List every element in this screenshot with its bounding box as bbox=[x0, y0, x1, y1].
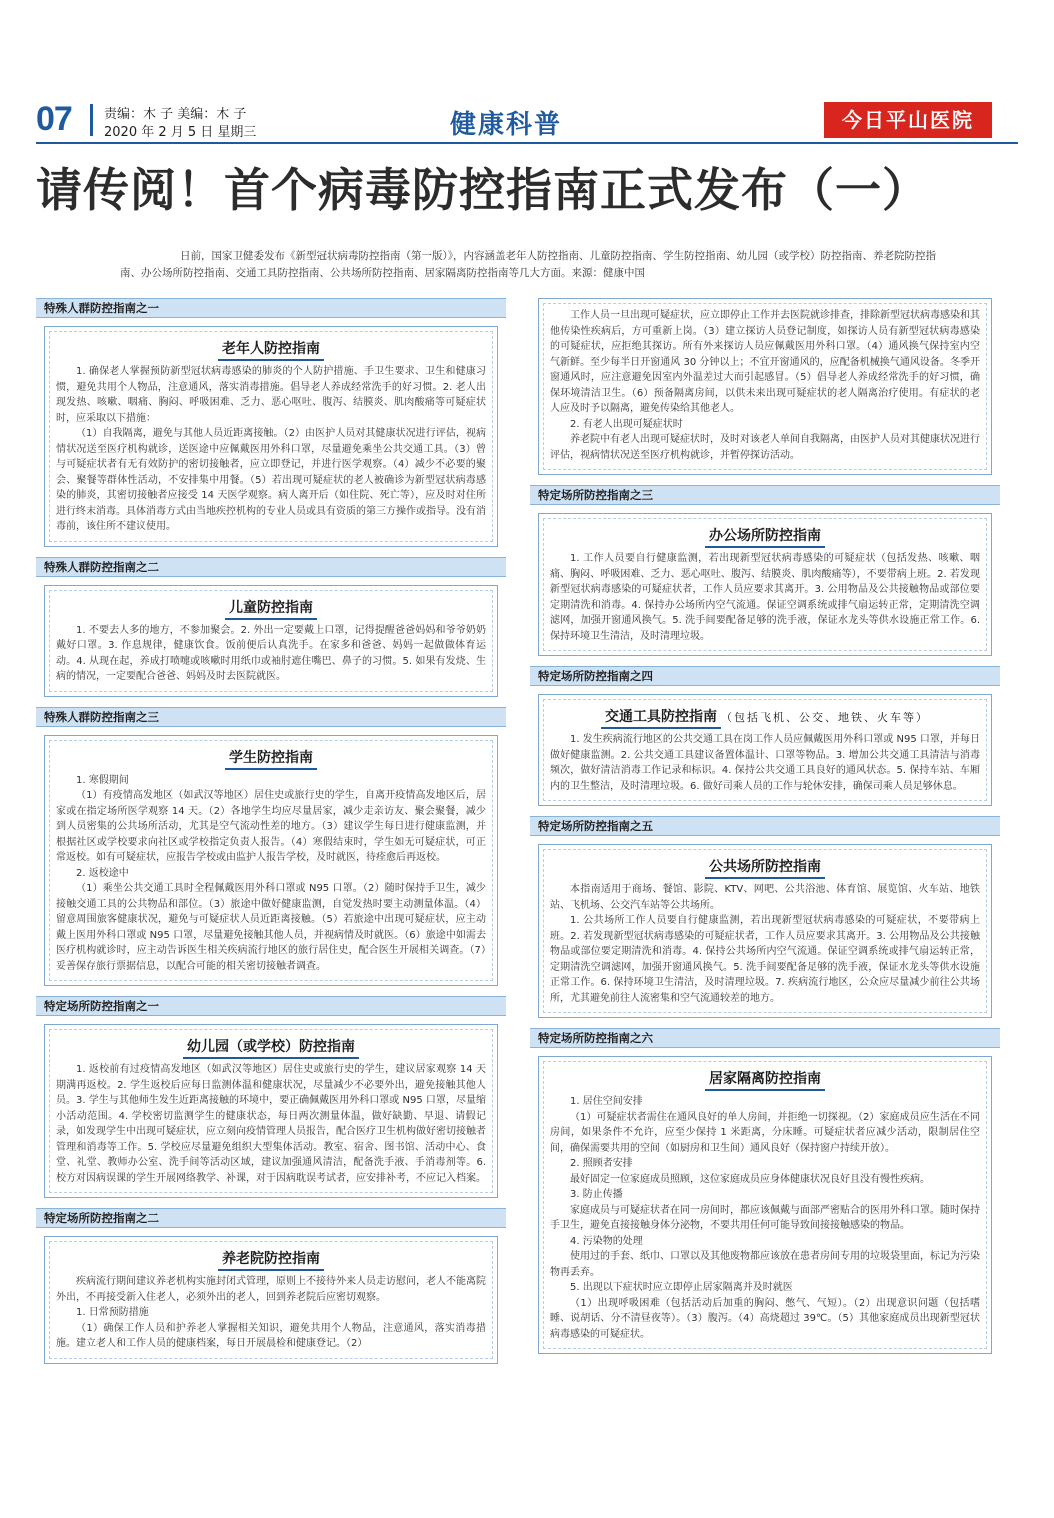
article-box-home-quarantine bbox=[538, 1056, 992, 1354]
article-box-office bbox=[538, 513, 992, 656]
left-column bbox=[36, 298, 506, 1364]
section-tag: 特殊人群防控指南之一 bbox=[36, 298, 506, 318]
paragraph: 1. 居住空间安排 bbox=[570, 1096, 643, 1107]
paragraph: （1）有疫情高发地区（如武汉等地区）居住史或旅行史的学生，自离开疫情高发地区后，居家或在指定场所医学观察 14 天。（2）各地学生均应尽量居家，减少走亲访友、聚会聚餐，减少到人员密集的公共场所活动，尤其是空气流动性差的地方。（3）建议学生每日进行健康监测，并根据社区或学校要求向社区或学校指定负责人报告。（4）寒假结束时，学生如无可疑症状，可正常返校。如有可疑症状，应报告学校或由监护人报告学校，及时就医，待痊愈后再返校。 bbox=[56, 790, 486, 863]
article-title: 学生防控指南 bbox=[56, 747, 486, 767]
article-title: 交通工具防控指南 （包括飞机、公交、地铁、火车等） bbox=[550, 706, 980, 726]
article-title: 养老院防控指南 bbox=[56, 1248, 486, 1268]
paragraph: 2. 返校途中 bbox=[76, 867, 129, 879]
paragraph: 疾病流行期间建议养老机构实施封闭式管理，原则上不接待外来人员走访慰问，老人不能离院外出，不再接受新入住老人，必须外出的老人，回到养老院后应密切观察。 bbox=[56, 1276, 486, 1303]
editor-credit: 责编：木 子 美编：木 子 bbox=[104, 107, 247, 122]
article-title: 办公场所防控指南 bbox=[550, 525, 980, 545]
paragraph: 1. 发生疾病流行地区的公共交通工具在岗工作人员应佩戴医用外科口罩或 N95 口罩，并每日做好健康监测。2. 公共交通工具建议备置体温计、口罩等物品。3. 增加公共交通工具清洁与消毒频次，做好清洁消毒工作记录和标识。4. 保持公共交通工具良好的通风状态。5. 保持车站、车厢内的卫生整洁，及时清理垃圾。6. 做好司乘人员的工作与轮休安排，确保司乘人员足够休息。 bbox=[550, 734, 980, 792]
paragraph: （1）自我隔离，避免与其他人员近距离接触。（2）由医护人员对其健康状况进行评估，视病情状况送至医疗机构就诊，送医途中应佩戴医用外科口罩，尽量避免乘坐公共交通工具。（3）曾与可疑症状者有无有效防护的密切接触者，应立即登记，并进行医学观察。（4）减少不必要的聚会、聚餐等群体性活动，不安排集中用餐。（5）若出现可疑症状的老人被确诊为新型冠状病毒感染的肺炎，其密切接触者应接受 14 天医学观察。病人离开后（如住院、死亡等），应及时对住所进行终末消毒。具体消毒方式由当地疾控机构的专业人员或具有资质的第三方操作或指导。没有消毒前，该住所不建议使用。 bbox=[56, 428, 486, 532]
section-tag: 特定场所防控指南之一 bbox=[36, 996, 506, 1016]
page-headline: 请传阅！首个病毒防控指南正式发布（一） bbox=[36, 163, 929, 217]
header-rule bbox=[36, 142, 1018, 144]
article-box-public-places bbox=[538, 844, 992, 1018]
brand-banner: 今日平山医院 bbox=[824, 102, 992, 138]
article-title: 公共场所防控指南 bbox=[550, 856, 980, 876]
paragraph: 1. 寒假期间 bbox=[76, 774, 129, 786]
paragraph: 1. 日常预防措施 bbox=[76, 1307, 149, 1318]
article-title: 老年人防控指南 bbox=[56, 338, 486, 358]
paragraph: 2. 有老人出现可疑症状时 bbox=[570, 418, 683, 430]
section-tag: 特定场所防控指南之三 bbox=[530, 485, 1000, 505]
article-box-children bbox=[44, 585, 498, 697]
section-tag: 特殊人群防控指南之二 bbox=[36, 557, 506, 577]
section-title: 健康科普 bbox=[450, 110, 563, 140]
article-box-nursing-home bbox=[44, 1236, 498, 1364]
divider bbox=[90, 104, 93, 136]
paragraph: 5. 出现以下症状时应立即停止居家隔离并及时就医 bbox=[570, 1282, 793, 1293]
paragraph: 3. 防止传播 bbox=[570, 1189, 623, 1200]
paragraph: 最好固定一位家庭成员照顾，这位家庭成员应身体健康状况良好且没有慢性疾病。 bbox=[570, 1173, 930, 1185]
paragraph: 本指南适用于商场、餐馆、影院、KTV、网吧、公共浴池、体育馆、展览馆、火车站、地铁站、飞机场、公交汽车站等公共场所。 bbox=[550, 884, 980, 911]
article-title: 幼儿园（或学校）防控指南 bbox=[56, 1036, 486, 1056]
paragraph: 1. 返校前有过疫情高发地区（如武汉等地区）居住史或旅行史的学生，建议居家观察 14 天期满再返校。2. 学生返校后应每日监测体温和健康状况，尽量减少不必要外出，避免接触其他人员。3. 学生与其他师生发生近距离接触的环境中，要正确佩戴医用外科口罩或 N95 口罩，尽量缩小活动范围。4. 学校密切监测学生的健康状态，每日两次测量体温，做好缺勤、早退、请假记录，如发现学生中出现可疑症状，应立刻向疫情管理人员报告，配合医疗卫生机构做好密切接触者管理和消毒等工作。5. 学校应尽量避免组织大型集体活动。教室、宿舍、图书馆、活动中心、食堂、礼堂、教师办公室、洗手间等活动区域，建议加强通风清洁，配备洗手液、手消毒剂等。6. 校方对因病误课的学生开展网络教学、补课，对于因病耽误考试者，应安排补考，不应记入档案。 bbox=[56, 1064, 486, 1184]
paragraph: 1. 公共场所工作人员要自行健康监测，若出现新型冠状病毒感染的可疑症状，不要带病上班。2. 若发现新型冠状病毒感染的可疑症状者，工作人员应要求其离开。3. 公用物品及公共接触物品或部位要定期清洗和消毒。4. 保持公共场所内空气流通。保证空调系统或排气扇运转正常，定期清洗空调滤网，加强开窗通风换气。5. 洗手间要配备足够的洗手液，保证水龙头等供水设施正常工作。6. 保持环境卫生清洁，及时清理垃圾。7. 疾病流行地区，公众应尽量减少前往公共场所，尤其避免前往人流密集和空气流通较差的地方。 bbox=[550, 915, 980, 1004]
article-box-transport bbox=[538, 694, 992, 806]
paragraph: 1. 不要去人多的地方，不参加聚会。2. 外出一定要戴上口罩，记得提醒爸爸妈妈和爷爷奶奶戴好口罩。3. 作息规律，健康饮食。饭前便后认真洗手。在家多和爸爸、妈妈一起做做体育运动。4. 从现在起，养成打喷嚏或咳嗽时用纸巾或袖肘遮住嘴巴、鼻子的习惯。5. 如果有发烧、生病的情况，一定要配合爸爸、妈妈及时去医院就医。 bbox=[56, 624, 486, 682]
section-tag: 特殊人群防控指南之三 bbox=[36, 707, 506, 727]
paragraph: 2. 照顾者安排 bbox=[570, 1158, 633, 1169]
section-tag: 特定场所防控指南之五 bbox=[530, 816, 1000, 836]
paragraph: 养老院中有老人出现可疑症状时，及时对该老人单间自我隔离，由医护人员对其健康状况进行评估，视病情状况送至医疗机构就诊，并暂停探访活动。 bbox=[550, 434, 980, 461]
section-tag: 特定场所防控指南之六 bbox=[530, 1028, 1000, 1048]
page-header bbox=[0, 0, 1054, 150]
page-number: 07 bbox=[36, 100, 72, 138]
paragraph: 1. 工作人员要自行健康监测，若出现新型冠状病毒感染的可疑症状（包括发热、咳嗽、咽痛、胸闷、呼吸困难、乏力、恶心呕吐、腹泻、结膜炎、肌肉酸痛等），不要带病上班。2. 若发现新型冠状病毒感染的可疑症状者，工作人员应要求其离开。3. 公用物品及公共接触物品或部位要定期清洗和消毒。4. 保持办公场所内空气流通。保证空调系统或排气扇运转正常，定期清洗空调滤网，加强开窗通风换气。5. 洗手间要配备足够的洗手液，保证水龙头等供水设施正常工作。6. 保持环境卫生清洁，及时清理垃圾。 bbox=[550, 553, 980, 642]
article-box-students bbox=[44, 735, 498, 987]
paragraph: （1）确保工作人员和护养老人掌握相关知识，避免共用个人物品，注意通风，落实消毒措施。建立老人和工作人员的健康档案，每日开展晨检和健康登记。（2） bbox=[56, 1322, 486, 1349]
paragraph: 使用过的手套、纸巾、口罩以及其他废物都应该放在患者房间专用的垃圾袋里面，标记为污染物再丢弃。 bbox=[550, 1251, 980, 1278]
section-tag: 特定场所防控指南之四 bbox=[530, 666, 1000, 686]
right-column bbox=[530, 298, 1000, 1354]
paragraph: 家庭成员与可疑症状者在同一房间时，都应该佩戴与面部严密贴合的医用外科口罩。随时保持手卫生，避免直接接触身体分泌物，不要共用任何可能导致间接接触感染的物品。 bbox=[550, 1204, 980, 1231]
paragraph: 1. 确保老人掌握预防新型冠状病毒感染的肺炎的个人防护措施、手卫生要求、卫生和健康习惯，避免共用个人物品，注意通风，落实消毒措施。倡导老人养成经常洗手的好习惯。2. 老人出现发热、咳嗽、咽痛、胸闷、呼吸困难、乏力、恶心呕吐、腹泻、结膜炎、肌肉酸痛等可疑症状时，应采取以下措施： bbox=[56, 366, 486, 424]
paragraph: （1）出现呼吸困难（包括活动后加重的胸闷、憋气、气短）。（2）出现意识问题（包括嗜睡、说胡话、分不清昼夜等）。（3）腹泻。（4）高烧超过 39℃。（5）其他家庭成员出现新型冠状病毒感染的可疑症状。 bbox=[550, 1297, 980, 1340]
article-box-kindergarten bbox=[44, 1024, 498, 1198]
article-subtitle: （包括飞机、公交、地铁、火车等） bbox=[721, 711, 929, 724]
article-box-nursing-home-continued bbox=[538, 298, 992, 475]
article-box-elderly bbox=[44, 326, 498, 547]
paragraph: 工作人员一旦出现可疑症状，应立即停止工作并去医院就诊排查，排除新型冠状病毒感染和其他传染性疾病后，方可重新上岗。（3）建立探访人员登记制度，如探访人员有新型冠状病毒感染的可疑症状，应拒绝其探访。所有外来探访人员应佩戴医用外科口罩。（4）通风换气保持室内空气新鲜。至少每半日开窗通风 30 分钟以上；不宜开窗通风的，应配备机械换气通风设备。冬季开窗通风时，应注意避免因室内外温差过大而引起感冒。（5）倡导老人养成经常洗手的好习惯，确保环境清洁卫生。（6）预备隔离房间，以供未来出现可疑症状的老人隔离治疗使用。有症状的老人应及时予以隔离，避免传染给其他老人。 bbox=[550, 310, 980, 414]
paragraph: （1）可疑症状者需住在通风良好的单人房间，并拒绝一切探视。（2）家庭成员应生活在不同房间，如果条件不允许，应至少保持 1 米距离，分床睡。可疑症状者应减少活动，限制居住空间，确保需要共用的空间（如厨房和卫生间）通风良好（保持窗户持续开放）。 bbox=[550, 1111, 980, 1154]
article-title: 居家隔离防控指南 bbox=[550, 1068, 980, 1088]
issue-date: 2020 年 2 月 5 日 星期三 bbox=[104, 125, 257, 140]
section-tag: 特定场所防控指南之二 bbox=[36, 1208, 506, 1228]
paragraph: 4. 污染物的处理 bbox=[570, 1235, 643, 1247]
article-title: 儿童防控指南 bbox=[56, 597, 486, 617]
paragraph: （1）乘坐公共交通工具时全程佩戴医用外科口罩或 N95 口罩。（2）随时保持手卫生，减少接触交通工具的公共物品和部位。（3）旅途中做好健康监测，自觉发热时要主动测量体温。（4）留意周围旅客健康状况，避免与可疑症状人员近距离接触。（5）若旅途中出现可疑症状，应主动戴上医用外科口罩或 N95 口罩，尽量避免接触其他人员，并视病情及时就医。（6）旅途中如需去医疗机构就诊时，应主动告诉医生相关疾病流行地区的旅行居住史，配合医生开展相关调查。（7）妥善保存旅行票据信息，以配合可能的相关密切接触者调查。 bbox=[56, 883, 486, 972]
intro-paragraph: 日前，国家卫健委发布《新型冠状病毒防控指南（第一版）》，内容涵盖老年人防控指南、儿童防控指南、学生防控指南、幼儿园（或学校）防控指南、养老院防控指南、办公场所防控指南、交通工具防控指南、公共场所防控指南、居家隔离防控指南等几大方面。来源：健康中国 bbox=[120, 250, 936, 279]
